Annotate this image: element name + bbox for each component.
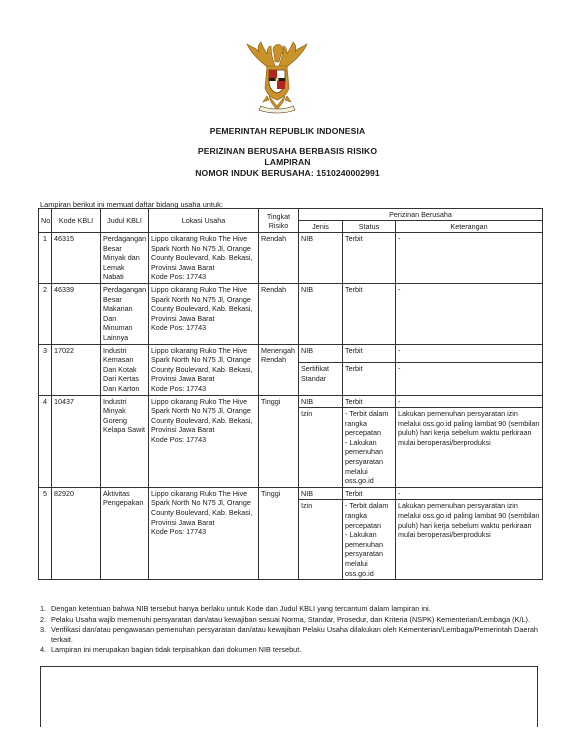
table-row xyxy=(39,344,543,362)
cell-keterangan: - xyxy=(396,362,543,395)
cell-judul-kbli: Industri Minyak Goreng Kelapa Sawit xyxy=(101,395,149,487)
cell-jenis: NIB xyxy=(299,395,343,408)
cell-judul-kbli: Aktivitas Pengepakan xyxy=(101,487,149,579)
header-status: Status xyxy=(343,221,396,233)
cell-jenis: NIB xyxy=(299,344,343,362)
cell-keterangan: Lakukan pemenuhan persyaratan izin melalui oss.go.id paling lambat 90 (sembilan puluh) hari kerja sebelum waktu perkiraan mulai beroperasi/berproduksi xyxy=(396,500,543,580)
note-text: Pelaku Usaha wajib memenuhi persyaratan dan/atau kewajiban sesuai Norma, Standar, Prosedur, dan Kriteria (NSPK) Kementerian/Lembaga (K/L). xyxy=(51,614,531,624)
cell-kode-kbli: 46339 xyxy=(52,283,101,344)
cell-kode-kbli: 17022 xyxy=(52,344,101,395)
note-item xyxy=(40,604,538,614)
cell-lokasi-usaha: Lippo cikarang Ruko The Hive Spark North No N75 Jl, Orange County Boulevard, Kab. Bekasi, Provinsi Jawa Barat Kode Pos: 17743 xyxy=(149,395,259,487)
cell-status: Terbit xyxy=(343,487,396,500)
page-frame xyxy=(40,666,538,727)
note-item xyxy=(40,615,538,625)
cell-jenis: NIB xyxy=(299,283,343,344)
cell-jenis: NIB xyxy=(299,233,343,284)
cell-kode-kbli: 10437 xyxy=(52,395,101,487)
cell-lokasi-usaha: Lippo cikarang Ruko The Hive Spark North No N75 Jl, Orange County Boulevard, Kab. Bekasi, Provinsi Jawa Barat Kode Pos: 17743 xyxy=(149,283,259,344)
table-row xyxy=(39,487,543,500)
cell-lokasi-usaha: Lippo cikarang Ruko The Hive Spark North No N75 Jl, Orange County Boulevard, Kab. Bekasi, Provinsi Jawa Barat Kode Pos: 17743 xyxy=(149,487,259,579)
note-item xyxy=(40,645,538,655)
cell-status: Terbit xyxy=(343,362,396,395)
cell-tingkat-risiko: Menengah Rendah xyxy=(259,344,299,395)
cell-status: Terbit xyxy=(343,283,396,344)
cell-jenis: Sertifikat Standar xyxy=(299,362,343,395)
cell-tingkat-risiko: Rendah xyxy=(259,283,299,344)
cell-keterangan: Lakukan pemenuhan persyaratan izin melalui oss.go.id paling lambat 90 (sembilan puluh) hari kerja sebelum waktu perkiraan mulai beroperasi/berproduksi xyxy=(396,408,543,488)
kbli-table-body xyxy=(39,233,543,580)
cell-lokasi-usaha: Lippo cikarang Ruko The Hive Spark North No N75 Jl, Orange County Boulevard, Kab. Bekasi, Provinsi Jawa Barat Kode Pos: 17743 xyxy=(149,233,259,284)
cell-judul-kbli: Industri Kemasan Dan Kotak Dari Kertas Dan Karton xyxy=(101,344,149,395)
cell-judul-kbli: Perdagangan Besar Makanan Dan Minuman Lainnya xyxy=(101,283,149,344)
cell-tingkat-risiko: Tinggi xyxy=(259,395,299,487)
cell-status: - Terbit dalam rangka percepatan - Lakukan pemenuhan persyaratan melalui oss.go.id xyxy=(343,408,396,488)
table-row xyxy=(39,283,543,344)
cell-lokasi-usaha: Lippo cikarang Ruko The Hive Spark North No N75 Jl, Orange County Boulevard, Kab. Bekasi, Provinsi Jawa Barat Kode Pos: 17743 xyxy=(149,344,259,395)
cell-no: 4 xyxy=(39,395,52,487)
cell-status: - Terbit dalam rangka percepatan - Lakukan pemenuhan persyaratan melalui oss.go.id xyxy=(343,500,396,580)
notes-list xyxy=(40,604,538,656)
nib-number: NOMOR INDUK BERUSAHA: 1510240002991 xyxy=(195,168,380,178)
note-text: Lampiran ini merupakan bagian tidak terpisahkan dari dokumen NIB tersebut. xyxy=(51,645,302,655)
note-number: 1. xyxy=(40,604,47,613)
cell-no: 3 xyxy=(39,344,52,395)
header-no: No. xyxy=(39,209,52,233)
kbli-table xyxy=(38,208,543,580)
cell-no: 2 xyxy=(39,283,52,344)
cell-judul-kbli: Perdagangan Besar Minyak dan Lemak Nabati xyxy=(101,233,149,284)
header-keterangan: Keterangan xyxy=(396,221,543,233)
note-number: 2. xyxy=(40,614,47,624)
document-subtitle: LAMPIRAN xyxy=(264,157,311,167)
cell-tingkat-risiko: Rendah xyxy=(259,233,299,284)
cell-no: 5 xyxy=(39,487,52,579)
cell-kode-kbli: 82920 xyxy=(52,487,101,579)
cell-no: 1 xyxy=(39,233,52,284)
table-row xyxy=(39,395,543,408)
note-number: 3. xyxy=(40,625,47,635)
note-text: Dengan ketentuan bahwa NIB tersebut hanya berlaku untuk Kode dan Judul KBLI yang tercantum dalam lampiran ini. xyxy=(51,604,431,613)
document-title: PERIZINAN BERUSAHA BERBASIS RISIKO xyxy=(197,146,378,156)
header-lokasi-usaha: Lokasi Usaha xyxy=(149,209,259,233)
cell-status: Terbit xyxy=(343,233,396,284)
header-tingkat-risiko: Tingkat Risiko xyxy=(259,209,299,233)
cell-keterangan: - xyxy=(396,487,543,500)
government-name: PEMERINTAH REPUBLIK INDONESIA xyxy=(209,126,366,136)
cell-kode-kbli: 46315 xyxy=(52,233,101,284)
cell-jenis: Izin xyxy=(299,408,343,488)
intro-text: Lampiran berikut ini memuat daftar bidang usaha untuk: xyxy=(40,200,223,209)
header-jenis: Jenis xyxy=(299,221,343,233)
header-perizinan-berusaha: Perizinan Berusaha xyxy=(299,209,543,221)
note-number: 4. xyxy=(40,645,47,655)
cell-tingkat-risiko: Tinggi xyxy=(259,487,299,579)
cell-keterangan: - xyxy=(396,395,543,408)
cell-status: Terbit xyxy=(343,344,396,362)
header-judul-kbli: Judul KBLI xyxy=(101,209,149,233)
cell-status: Terbit xyxy=(343,395,396,408)
header-kode-kbli: Kode KBLI xyxy=(52,209,101,233)
cell-jenis: NIB xyxy=(299,487,343,500)
note-text: Verifikasi dan/atau pengawasan pemenuhan persyaratan dan/atau kewajiban Pelaku Usaha dilakukan oleh Kementerian/Lembaga/Pemerintah Daerah terkait. xyxy=(51,625,538,644)
garuda-emblem-icon xyxy=(243,40,311,114)
table-row xyxy=(39,233,543,284)
cell-jenis: Izin xyxy=(299,500,343,580)
cell-keterangan: - xyxy=(396,283,543,344)
cell-keterangan: - xyxy=(396,233,543,284)
cell-keterangan: - xyxy=(396,344,543,362)
note-item xyxy=(40,625,538,644)
